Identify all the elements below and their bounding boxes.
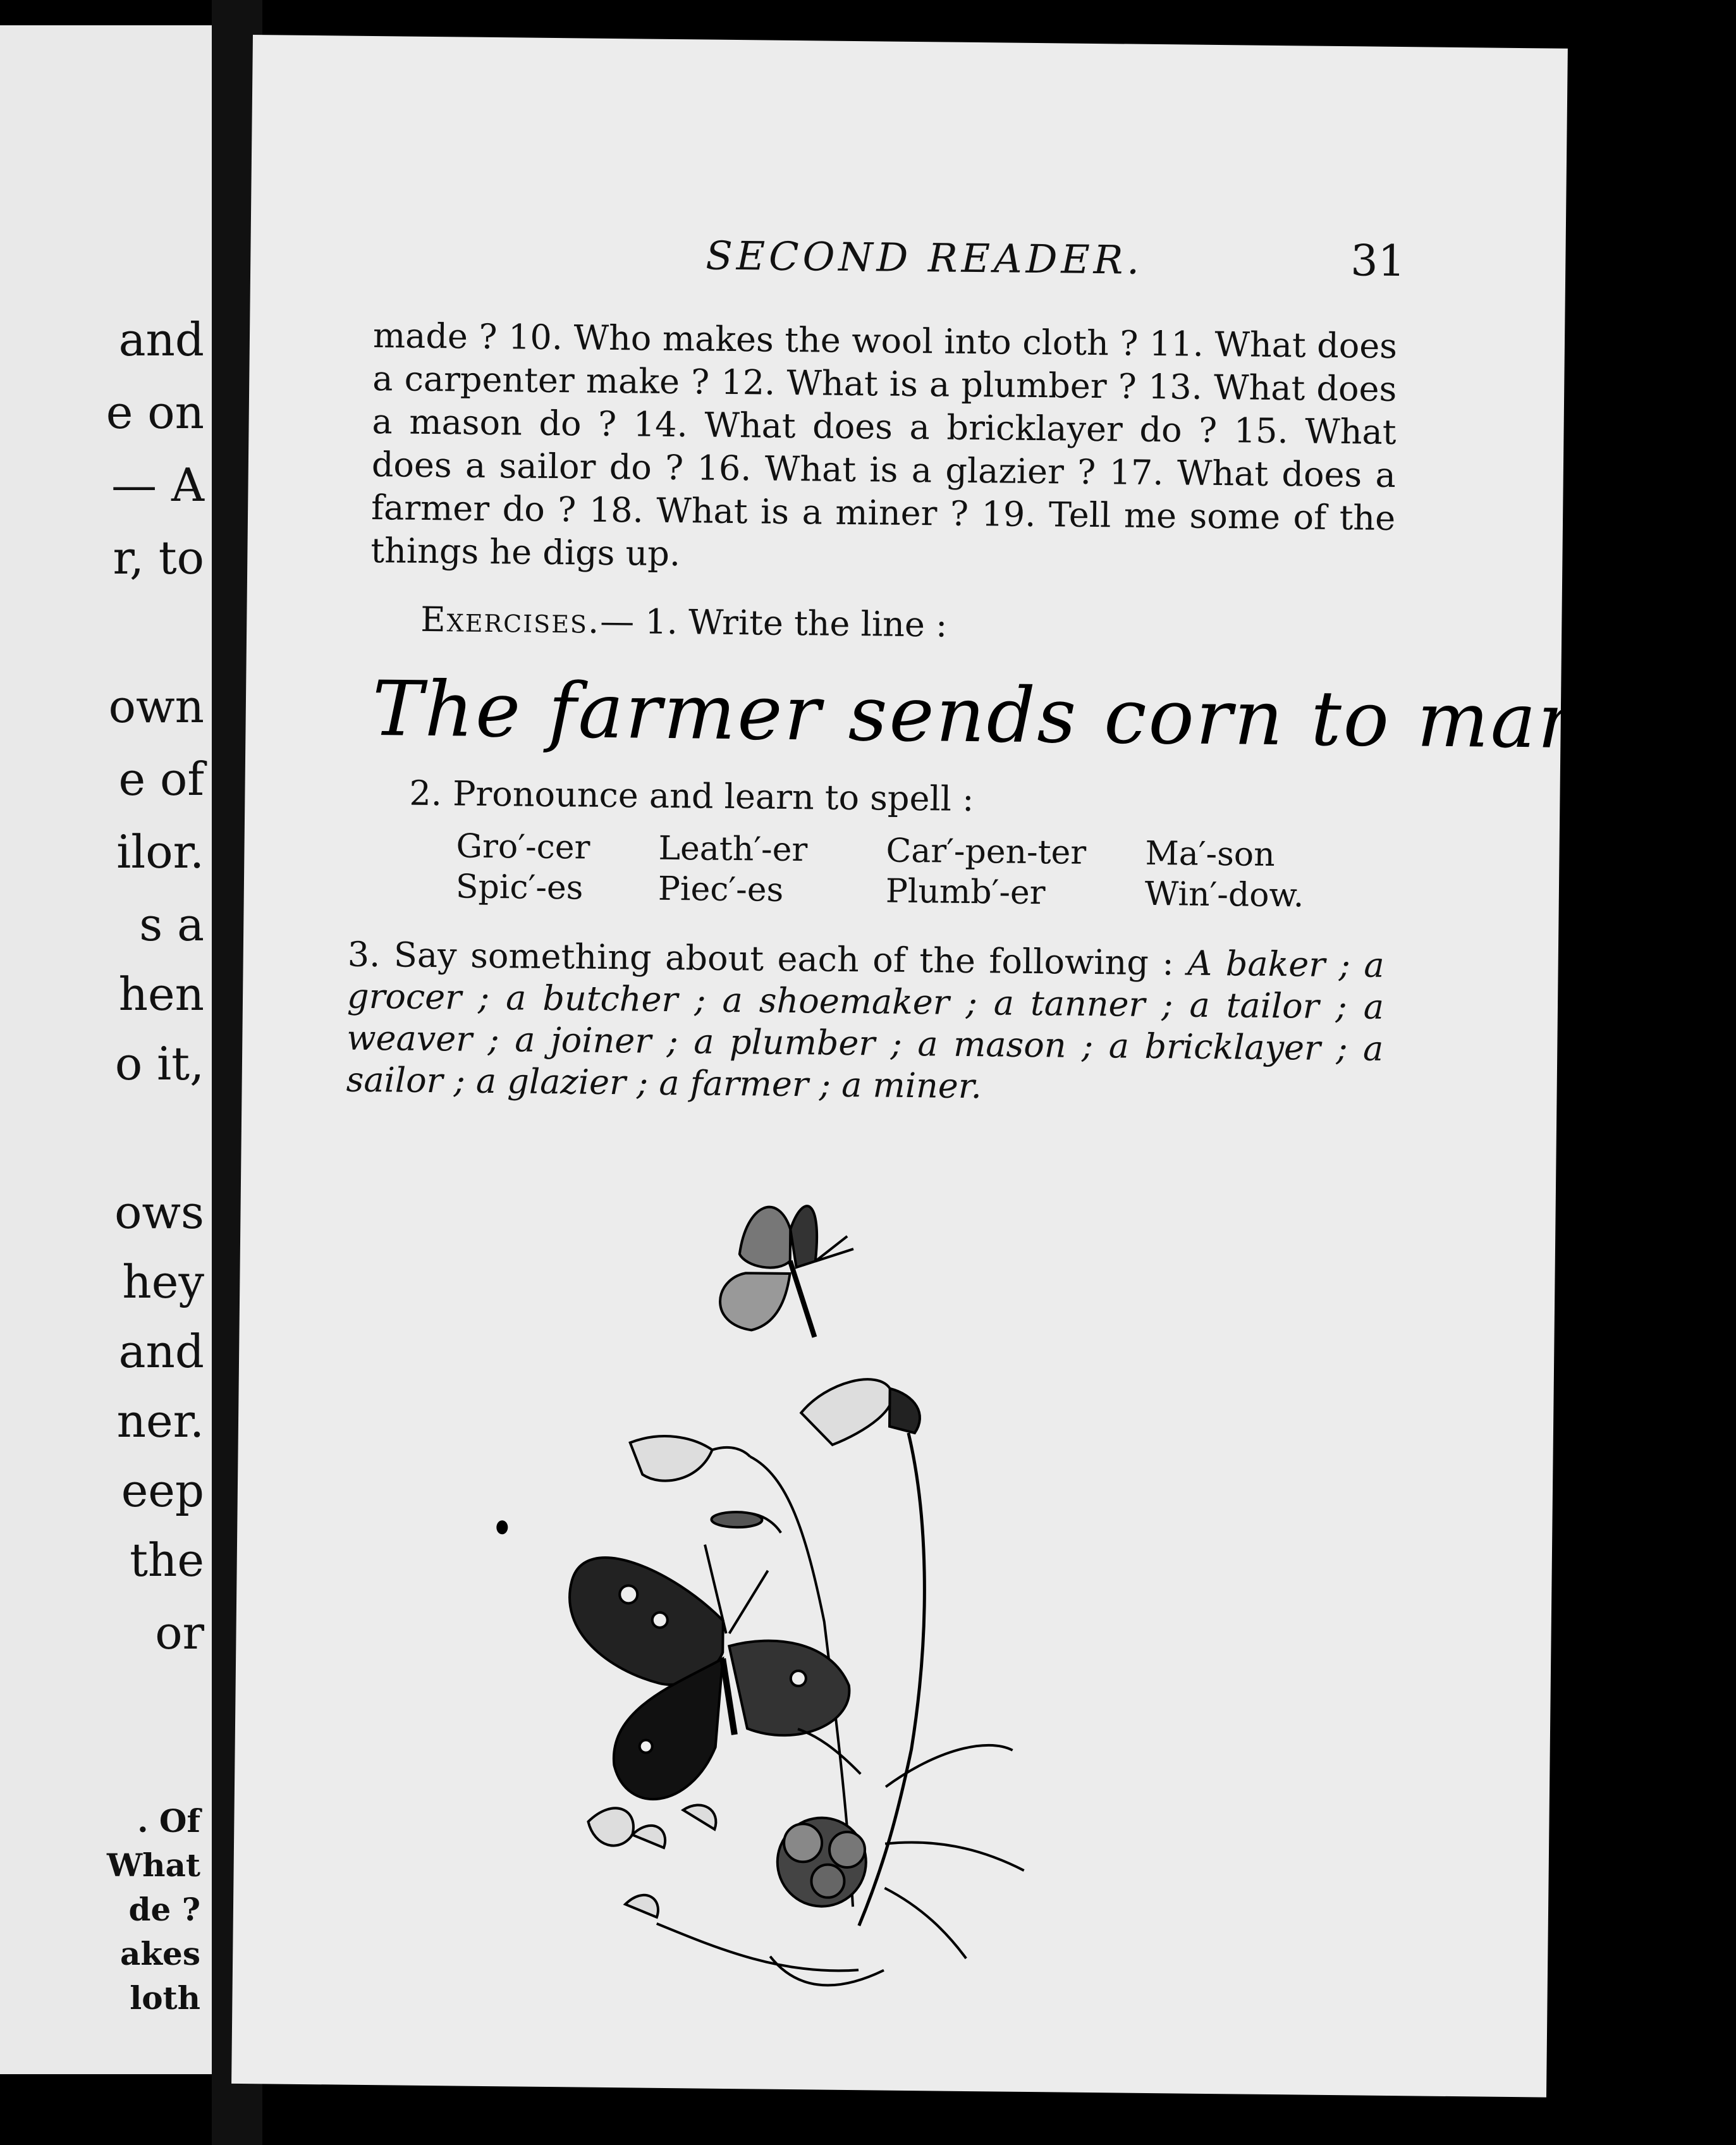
exercise-3-items: A baker ; a grocer ; a butcher ; a shoemaker ; a tanner ; a tailor ; a weaver ; a joiner ; a plumber ; a mason ; a bricklayer ; a sailor ; a glazier ; a farmer ; a miner. bbox=[346, 943, 1385, 1107]
left-line: ner. bbox=[116, 1394, 204, 1447]
book-page bbox=[231, 35, 1730, 2098]
left-line: hey bbox=[122, 1255, 204, 1308]
spelling-word: Win′-dow. bbox=[1144, 875, 1304, 915]
spelling-word: Plumb′-er bbox=[885, 872, 1046, 913]
questions-paragraph: made ? 10. Who makes the wool into cloth ? 11. What does a carpenter make ? 12. What is a plumber ? 13. What does a mason do ? 14. What does a bricklayer do ? 15. What does a sailor do ? 16. What is a glazier ? 17. What does a farmer do ? 18. What is a miner ? 19. Tell me some of the things he digs up. bbox=[370, 316, 1398, 574]
left-bottom-line: What bbox=[107, 1847, 200, 1884]
left-line: and bbox=[118, 1325, 204, 1378]
spelling-word: Gro′-cer bbox=[456, 827, 590, 867]
exercises-label: Exercises. bbox=[420, 599, 601, 641]
left-line: — A bbox=[111, 458, 204, 512]
spelling-word: Ma′-son bbox=[1145, 834, 1275, 874]
handwriting-line: The farmer sends corn to market. bbox=[372, 665, 1730, 768]
left-bottom-line: de ? bbox=[128, 1891, 200, 1928]
exercise-1 bbox=[420, 599, 948, 645]
left-line: ows bbox=[114, 1186, 204, 1239]
left-line: e on bbox=[106, 386, 204, 439]
left-line: e of bbox=[118, 753, 204, 806]
left-line: ilor. bbox=[116, 825, 204, 878]
exercise-2: 2. Pronounce and learn to spell : bbox=[409, 773, 974, 820]
left-line: and bbox=[118, 313, 204, 366]
small-butterfly bbox=[719, 1205, 853, 1337]
exercise-3 bbox=[346, 934, 1385, 1112]
left-line: the bbox=[130, 1533, 204, 1587]
left-bottom-line: loth bbox=[130, 1979, 200, 2017]
page-number: 31 bbox=[1350, 236, 1406, 287]
left-line: s a bbox=[139, 898, 204, 951]
spelling-list bbox=[456, 827, 1342, 915]
spelling-word: Car′-pen-ter bbox=[886, 832, 1087, 872]
exercise-3-intro: 3. Say something about each of the following : bbox=[347, 934, 1174, 983]
spelling-word: Spic′-es bbox=[455, 868, 584, 907]
butterflies-flowers-illustration bbox=[529, 1176, 1107, 2036]
left-bottom-line: . Of bbox=[137, 1802, 200, 1840]
left-facing-page bbox=[0, 25, 212, 2074]
running-head: SECOND READER. bbox=[706, 232, 1144, 283]
exercise-1-text: — 1. Write the line : bbox=[599, 601, 948, 645]
left-line: or bbox=[155, 1606, 204, 1659]
left-line: hen bbox=[118, 968, 204, 1021]
large-butterfly bbox=[568, 1543, 851, 1801]
left-line: eep bbox=[121, 1464, 204, 1517]
spelling-word: Leath′-er bbox=[658, 829, 808, 870]
left-line: r, to bbox=[113, 531, 204, 584]
left-line: o it, bbox=[114, 1037, 204, 1090]
left-line: own bbox=[108, 680, 204, 733]
spelling-word: Piec′-es bbox=[657, 870, 784, 909]
ink-speck bbox=[496, 1520, 508, 1534]
left-bottom-line: akes bbox=[119, 1935, 200, 1972]
